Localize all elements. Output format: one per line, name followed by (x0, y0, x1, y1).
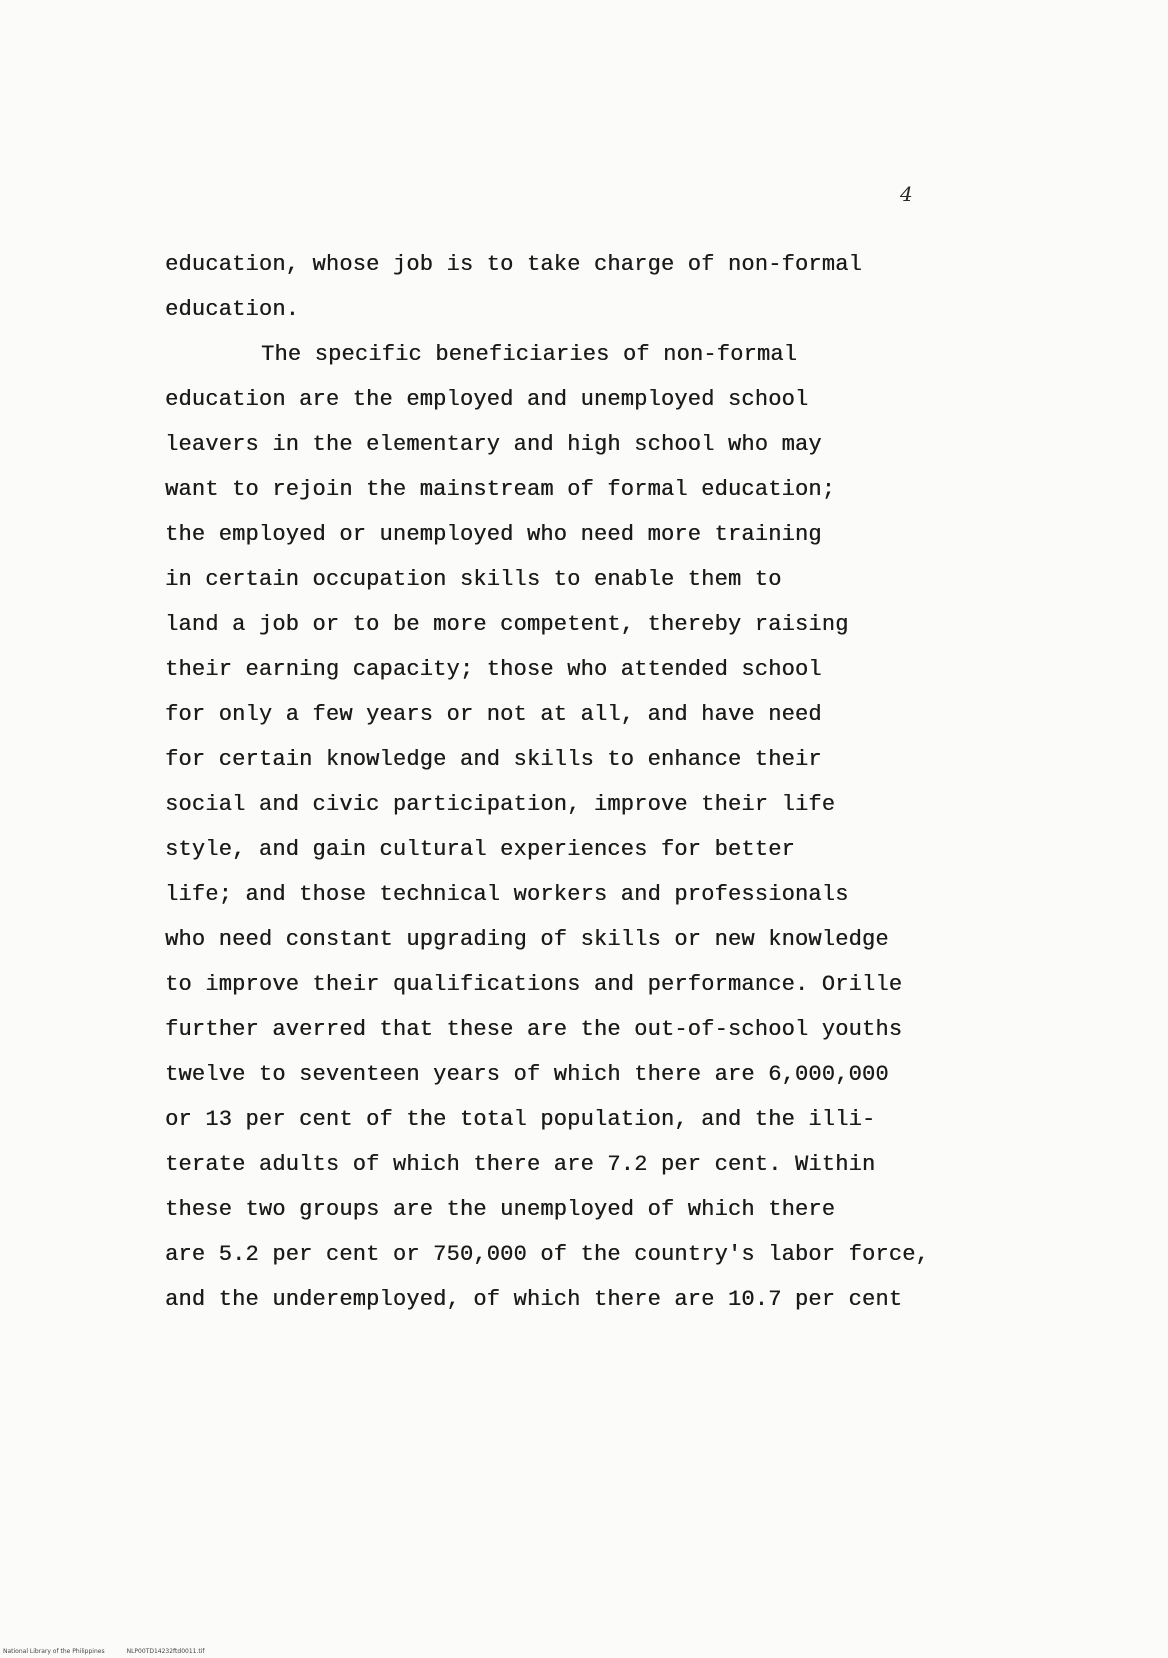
text-line: style, and gain cultural experiences for better (165, 837, 795, 862)
text-line: their earning capacity; those who attended school (165, 657, 822, 682)
text-line: education are the employed and unemployed school (165, 387, 809, 412)
footer-file-name: NLP00TD14232ftd0011.tif (126, 1648, 205, 1655)
text-line: further averred that these are the out-of-school youths (165, 1017, 903, 1042)
text-line: leavers in the elementary and high school who may (165, 432, 822, 457)
text-line: who need constant upgrading of skills or new knowledge (165, 927, 889, 952)
footer-library: National Library of the Philippines (3, 1648, 105, 1655)
scan-footer (3, 1648, 205, 1656)
text-line: land a job or to be more competent, thereby raising (165, 612, 849, 637)
text-line: for certain knowledge and skills to enhance their (165, 747, 822, 772)
text-line: these two groups are the unemployed of which there (165, 1197, 836, 1222)
text-line: to improve their qualifications and performance. Orille (165, 972, 903, 997)
text-line: or 13 per cent of the total population, and the illi- (165, 1107, 876, 1132)
text-line: for only a few years or not at all, and have need (165, 702, 822, 727)
text-line: life; and those technical workers and professionals (165, 882, 849, 907)
text-line: education. (165, 297, 300, 322)
text-line: the employed or unemployed who need more training (165, 522, 822, 547)
body-text (165, 242, 985, 1322)
text-line: terate adults of which there are 7.2 per cent. Within (165, 1152, 876, 1177)
text-line: are 5.2 per cent or 750,000 of the country's labor force, (165, 1242, 929, 1267)
text-line: and the underemployed, of which there are 10.7 per cent (165, 1287, 903, 1312)
text-line: in certain occupation skills to enable them to (165, 567, 782, 592)
text-line: social and civic participation, improve their life (165, 792, 836, 817)
text-line: twelve to seventeen years of which there are 6,000,000 (165, 1062, 889, 1087)
paragraph-start-line: The specific beneficiaries of non-formal (261, 342, 798, 367)
page-number: 4 (900, 182, 913, 206)
text-line: want to rejoin the mainstream of formal education; (165, 477, 836, 502)
text-line: education, whose job is to take charge of non-formal (165, 252, 862, 277)
